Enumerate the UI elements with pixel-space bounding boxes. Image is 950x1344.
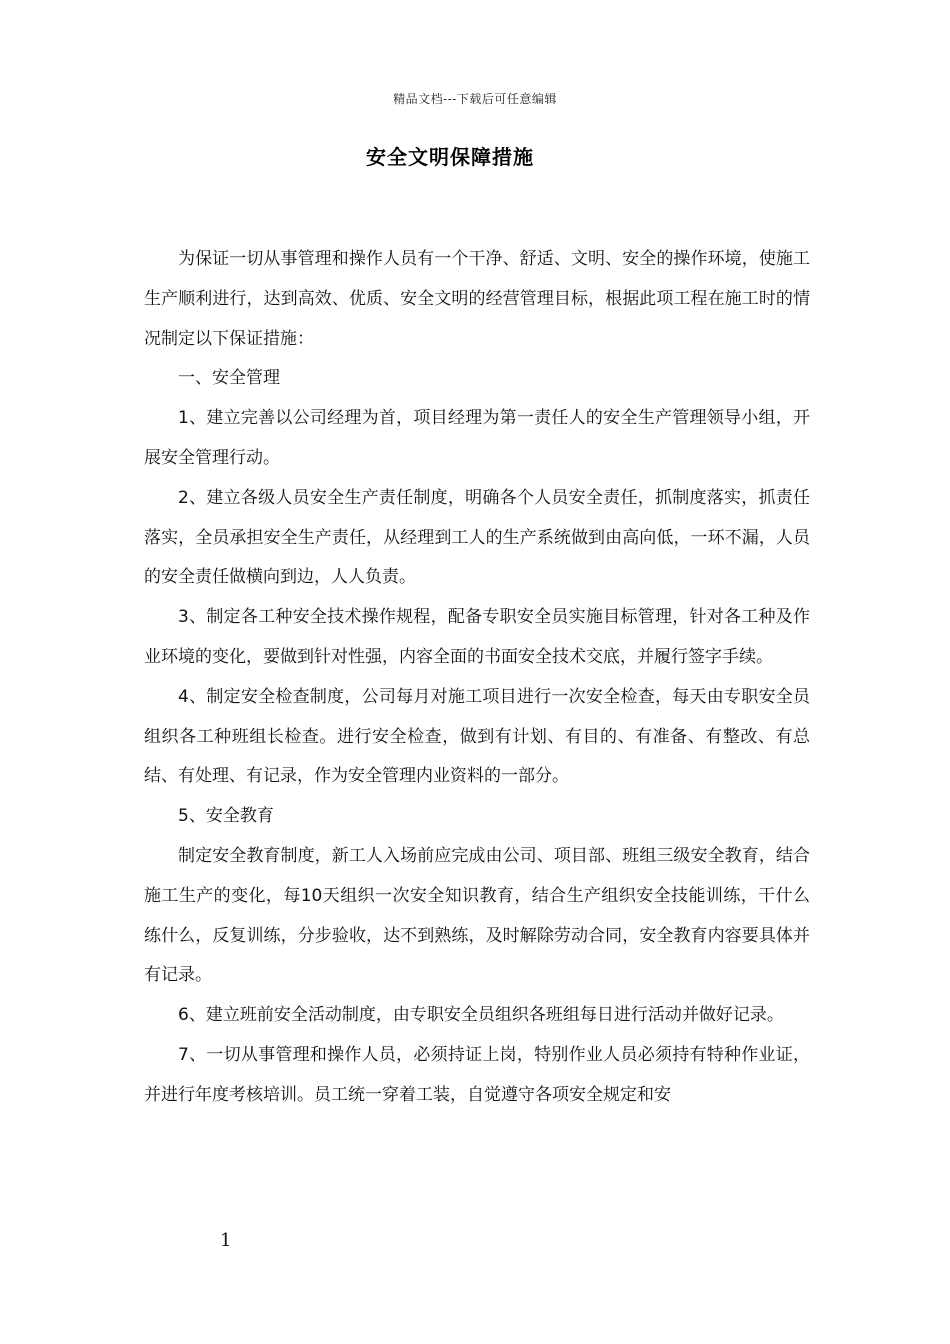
section-heading-safety-management: 一、安全管理 [178, 368, 280, 389]
paragraph-item-2: 2、建立各级人员安全生产责任制度，明确各个人员安全责任，抓制度落实，抓责任落实，全员承担安全生产责任，从经理到工人的生产系统做到由高向低，一环不漏，人员的安全责任做横向到边，人人负责。 [144, 487, 810, 588]
paragraph-item-1: 1、建立完善以公司经理为首，项目经理为第一责任人的安全生产管理领导小组，开展安全管理行动。 [144, 408, 810, 468]
paragraph-item-7: 7、一切从事管理和操作人员，必须持证上岗，特别作业人员必须持有特种作业证，并进行年度考核培训。员工统一穿着工装，自觉遵守各项安全规定和安 [144, 1044, 810, 1105]
paragraph-item-3: 3、制定各工种安全技术操作规程，配备专职安全员实施目标管理，针对各工种及作业环境的变化，要做到针对性强，内容全面的书面安全技术交底，并履行签字手续。 [144, 607, 810, 667]
document-title: 安全文明保障措施 [366, 145, 534, 169]
document-body [144, 240, 810, 1116]
paragraph-item-6: 6、建立班前安全活动制度，由专职安全员组织各班组每日进行活动并做好记录。 [178, 1005, 784, 1026]
paragraph-safety-education: 制定安全教育制度，新工人入场前应完成由公司、项目部、班组三级安全教育，结合施工生产的变化，每10天组织一次安全知识教育，结合生产组织安全技能训练，干什么练什么，反复训练，分步验收，达不到熟练，及时解除劳动合同，安全教育内容要具体并有记录。 [144, 845, 810, 986]
paragraph-item-4: 4、制定安全检查制度，公司每月对施工项目进行一次安全检查，每天由专职安全员组织各工种班组长检查。进行安全检查，做到有计划、有目的、有准备、有整改、有总结、有处理、有记录，作为安全管理内业资料的一部分。 [144, 686, 810, 787]
page-number: 1 [220, 1230, 232, 1251]
header-note: 精品文档---下载后可任意编辑 [393, 92, 557, 106]
paragraph-intro: 为保证一切从事管理和操作人员有一个干净、舒适、文明、安全的操作环境，使施工生产顺利进行，达到高效、优质、安全文明的经营管理目标，根据此项工程在施工时的情况制定以下保证措施： [144, 249, 810, 349]
subheading-safety-education: 5、安全教育 [178, 806, 274, 827]
